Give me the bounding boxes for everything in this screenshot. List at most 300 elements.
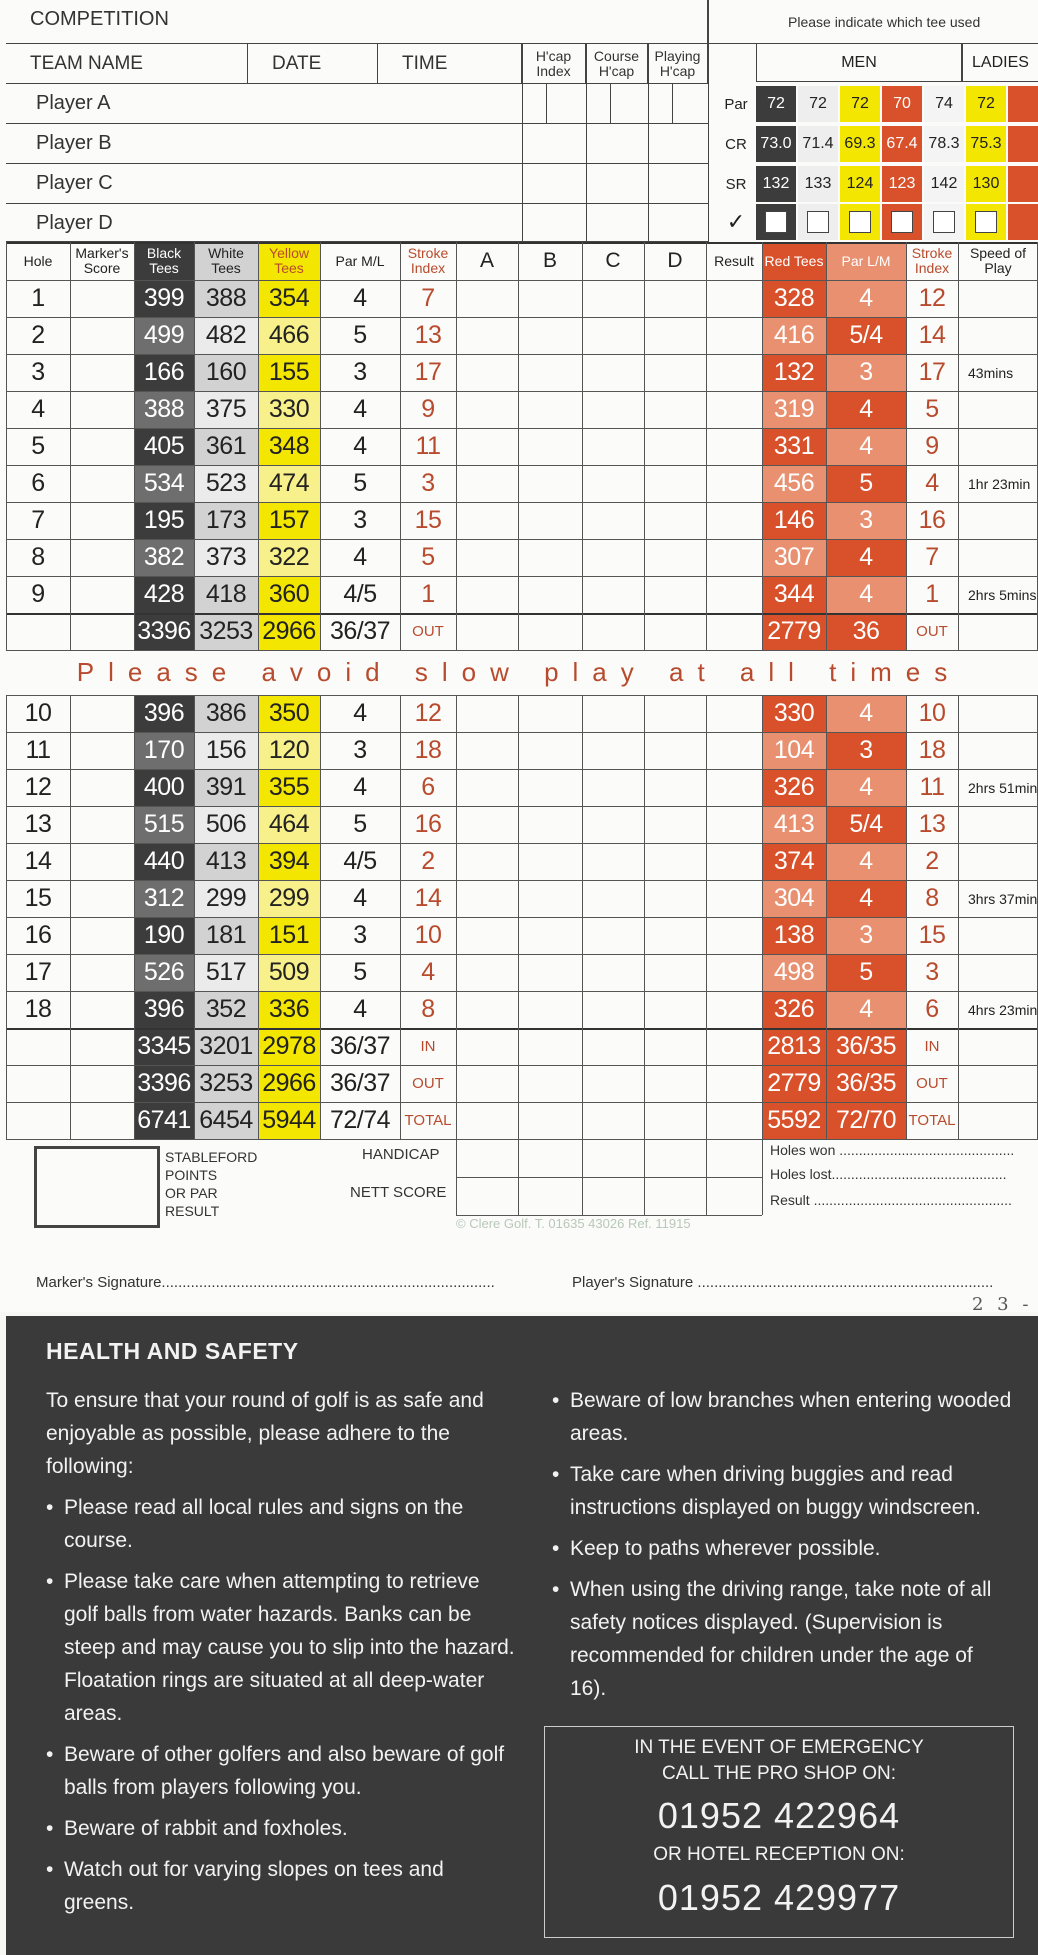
red-yardage: 138: [762, 917, 826, 954]
hole-number: 3: [31, 358, 45, 386]
yellow-total: 2966: [258, 613, 320, 650]
a-score-input[interactable]: [456, 354, 518, 391]
c-score-input[interactable]: [582, 769, 644, 806]
black-total: 3396: [134, 613, 194, 650]
ladies-stroke-index-value: 2: [925, 847, 939, 875]
a-score-input[interactable]: [456, 732, 518, 769]
a-score-input[interactable]: [456, 465, 518, 502]
black-total: 6741: [134, 1102, 194, 1139]
speed-of-play-value: [958, 428, 1038, 465]
d-score-input[interactable]: [644, 502, 706, 539]
total-label: IN: [420, 1038, 436, 1055]
tee-sr-row: [718, 164, 1038, 204]
par-value: 5: [353, 321, 367, 349]
bullet-text: Beware of rabbit and foxholes.: [64, 1817, 348, 1840]
player-signature-field[interactable]: Player's Signature .......................................................................: [572, 1274, 994, 1291]
marker-score-input[interactable]: [70, 954, 134, 991]
grid-rule: [6, 1028, 1038, 1030]
d-score-input[interactable]: [644, 991, 706, 1028]
speed-of-play-value: 1hr 23min: [968, 475, 1031, 492]
white-yardage: 523: [194, 465, 258, 502]
ladies-stroke-index-value: 9: [925, 432, 939, 460]
marker-score-input[interactable]: [70, 732, 134, 769]
marker-score-input[interactable]: [70, 280, 134, 317]
marker-score-input[interactable]: [70, 769, 134, 806]
result-field[interactable]: Result ...................................................: [770, 1192, 1012, 1208]
result-score-input[interactable]: [706, 391, 762, 428]
c-score-input[interactable]: [582, 991, 644, 1028]
list-item: [552, 1532, 1012, 1565]
ladies-par-value: 4: [826, 539, 906, 576]
holes-won-field[interactable]: Holes won .............................................: [770, 1142, 1015, 1158]
grid-rule: [6, 769, 1038, 770]
hole-number: 12: [24, 773, 52, 801]
result-score-input[interactable]: [706, 465, 762, 502]
grid-rule: [6, 539, 1038, 540]
d-score-input[interactable]: [644, 806, 706, 843]
marker-score-input[interactable]: [70, 917, 134, 954]
b-score-input[interactable]: [518, 991, 582, 1028]
par-total: 36/37: [329, 1069, 391, 1097]
marker-score-input[interactable]: [70, 843, 134, 880]
result-score-input[interactable]: [706, 806, 762, 843]
a-score-input[interactable]: [456, 695, 518, 732]
grid-rule: [906, 242, 907, 650]
b-score-input[interactable]: [518, 880, 582, 917]
grid-rule: [6, 242, 7, 650]
d-score-input[interactable]: [644, 354, 706, 391]
stroke-index-value: 7: [421, 284, 435, 312]
b-score-input[interactable]: [518, 280, 582, 317]
white-yardage: 181: [194, 917, 258, 954]
a-score-input[interactable]: [456, 991, 518, 1028]
tee-select-ladies-white[interactable]: [924, 204, 964, 240]
bullet-icon: •: [552, 1537, 560, 1560]
result-score-input[interactable]: [706, 576, 762, 613]
d-score-input[interactable]: [644, 917, 706, 954]
red-yardage: 326: [762, 991, 826, 1028]
ladies-stroke-index-value: 12: [918, 284, 946, 312]
ladies-par-value: 4: [826, 769, 906, 806]
result-score-input[interactable]: [706, 954, 762, 991]
d-score-input[interactable]: [644, 695, 706, 732]
bullet-text: When using the driving range, take note of all safety notices displayed. (Supervision is recommended for children under the age of 16).: [570, 1578, 992, 1700]
hole-number: 14: [24, 847, 52, 875]
speed-of-play-column-header: Speed of Play: [969, 245, 1027, 276]
d-score-input[interactable]: [644, 465, 706, 502]
grid-rule: [6, 391, 1038, 392]
speed-of-play-value: [958, 391, 1038, 428]
pro-shop-phone[interactable]: 01952 422964: [657, 1795, 901, 1836]
d-score-input[interactable]: [644, 732, 706, 769]
red-yardage: 331: [762, 428, 826, 465]
marker-score-input[interactable]: [70, 806, 134, 843]
grid-rule: [6, 576, 1038, 577]
b-score-input[interactable]: [518, 769, 582, 806]
white-yardage: 375: [194, 391, 258, 428]
tee-sr-ladies-red: [1008, 166, 1038, 202]
course-hcap-label: Course H'cap: [586, 44, 648, 83]
grid-rule: [6, 880, 1038, 881]
hole-number: 8: [31, 543, 45, 571]
grid-rule: [518, 1139, 519, 1215]
b-score-input[interactable]: [518, 843, 582, 880]
tee-par-label: Par: [724, 95, 748, 113]
hole-number: 17: [24, 958, 52, 986]
ladies-stroke-index-value: 13: [918, 810, 946, 838]
player-row-d[interactable]: [6, 204, 708, 242]
marker-score-input[interactable]: [70, 465, 134, 502]
bullet-icon: •: [46, 1743, 54, 1766]
black-yardage: 396: [134, 991, 194, 1028]
grid-rule: [456, 1177, 762, 1178]
grid-rule: [6, 843, 1038, 844]
stroke-index-value: 2: [421, 847, 435, 875]
c-score-input[interactable]: [582, 502, 644, 539]
c-score-input[interactable]: [582, 539, 644, 576]
player-row-a[interactable]: [6, 84, 708, 124]
holes-lost-field[interactable]: Holes lost.............................................: [770, 1166, 1007, 1182]
black-yardage: 428: [134, 576, 194, 613]
marker-signature-field[interactable]: Marker's Signature................................................................................: [36, 1274, 495, 1291]
bullet-icon: •: [46, 1817, 54, 1840]
c-score-input[interactable]: [582, 280, 644, 317]
white-yardage: 352: [194, 991, 258, 1028]
red-total: 2779: [762, 1065, 826, 1102]
grid-rule: [762, 695, 763, 1139]
player-a-label: Player A: [36, 92, 111, 114]
ladies-par-total: 36/35: [826, 1065, 906, 1102]
yellow-yardage: 322: [258, 539, 320, 576]
yellow-yardage: 360: [258, 576, 320, 613]
b-score-input[interactable]: [518, 428, 582, 465]
bullet-icon: •: [552, 1389, 560, 1412]
black-yardage: 534: [134, 465, 194, 502]
tee-select-ladies-yellow[interactable]: [966, 204, 1006, 240]
c-score-input[interactable]: [582, 954, 644, 991]
grid-rule: [582, 695, 583, 1139]
yellow-yardage: 155: [258, 354, 320, 391]
black-yardage: 388: [134, 391, 194, 428]
team-name-label: TEAM NAME: [6, 44, 248, 83]
a-score-input[interactable]: [456, 502, 518, 539]
par-total: 36/37: [329, 617, 391, 645]
par-column-header: Par M/L: [335, 252, 385, 269]
result-score-input[interactable]: [706, 732, 762, 769]
marker-score-input[interactable]: [70, 317, 134, 354]
tee-select-ladies-red[interactable]: [1008, 204, 1038, 240]
a-score-input[interactable]: [456, 317, 518, 354]
c-score-input[interactable]: [582, 576, 644, 613]
result-score-input[interactable]: [706, 539, 762, 576]
par-value: 5: [353, 810, 367, 838]
yellow-total: 2978: [258, 1028, 320, 1065]
health-safety-title: HEALTH AND SAFETY: [46, 1338, 299, 1364]
c-score-input[interactable]: [582, 880, 644, 917]
c-score-input[interactable]: [582, 354, 644, 391]
b-score-input[interactable]: [518, 465, 582, 502]
speed-of-play-value: [958, 732, 1038, 769]
result-score-input[interactable]: [706, 354, 762, 391]
team-row: [6, 44, 708, 84]
time-label: TIME: [378, 44, 522, 83]
d-score-input[interactable]: [644, 280, 706, 317]
a-score-input[interactable]: [456, 769, 518, 806]
yellow-yardage: 350: [258, 695, 320, 732]
ladies-par-total: 36/35: [826, 1028, 906, 1065]
d-score-input[interactable]: [644, 576, 706, 613]
marker-score-input[interactable]: [70, 991, 134, 1028]
player-row-c[interactable]: [6, 164, 708, 204]
b-score-input[interactable]: [518, 695, 582, 732]
list-item: [46, 1853, 516, 1919]
grid-rule: [134, 242, 135, 650]
marker-score-input[interactable]: [70, 576, 134, 613]
hole-number: 13: [24, 810, 52, 838]
tee-select-white[interactable]: [798, 204, 838, 240]
d-score-input[interactable]: [644, 428, 706, 465]
a-score-input[interactable]: [456, 539, 518, 576]
ladies-par-value: 5: [826, 465, 906, 502]
result-score-input[interactable]: [706, 317, 762, 354]
white-yardage: 482: [194, 317, 258, 354]
grid-rule: [6, 806, 1038, 807]
c-score-input[interactable]: [582, 806, 644, 843]
white-tees-column-header: White Tees: [194, 242, 258, 280]
stroke-index-value: 6: [421, 773, 435, 801]
bullet-icon: •: [46, 1496, 54, 1519]
black-yardage: 405: [134, 428, 194, 465]
grid-rule: [644, 695, 645, 1139]
result-score-input[interactable]: [706, 502, 762, 539]
result-score-input[interactable]: [706, 880, 762, 917]
tee-select-yellow[interactable]: [840, 204, 880, 240]
grid-rule: [320, 695, 321, 1139]
par-value: 4: [353, 432, 367, 460]
total-label: OUT: [412, 1075, 444, 1092]
d-score-input[interactable]: [644, 880, 706, 917]
par-total: 36/37: [329, 1032, 391, 1060]
a-score-input[interactable]: [456, 576, 518, 613]
red-yardage: 307: [762, 539, 826, 576]
yellow-yardage: 394: [258, 843, 320, 880]
a-score-input[interactable]: [456, 391, 518, 428]
marker-score-input[interactable]: [70, 354, 134, 391]
tee-cr-label: CR: [725, 135, 747, 153]
d-score-input[interactable]: [644, 769, 706, 806]
ladies-stroke-index-value: 5: [925, 395, 939, 423]
black-yardage: 400: [134, 769, 194, 806]
bullet-icon: •: [552, 1463, 560, 1486]
grid-rule: [456, 242, 457, 650]
grid-rule: [6, 954, 1038, 955]
b-score-input[interactable]: [518, 354, 582, 391]
b-score-input[interactable]: [518, 391, 582, 428]
stableford-box[interactable]: [34, 1146, 160, 1228]
yellow-yardage: 509: [258, 954, 320, 991]
bullet-text: Keep to paths wherever possible.: [570, 1537, 881, 1560]
a-score-input[interactable]: [456, 428, 518, 465]
c-score-input[interactable]: [582, 843, 644, 880]
list-item: [552, 1458, 1012, 1524]
a-score-input[interactable]: [456, 917, 518, 954]
yellow-yardage: 151: [258, 917, 320, 954]
speed-of-play-value: 4hrs 23min: [968, 1001, 1038, 1018]
ladies-par-value: 4: [826, 695, 906, 732]
ladies-par-value: 4: [826, 880, 906, 917]
par-value: 3: [353, 506, 367, 534]
grid-rule: [6, 242, 1038, 244]
marker-score-input[interactable]: [70, 539, 134, 576]
grid-rule: [706, 695, 707, 1139]
ladies-par-value: 5: [826, 954, 906, 991]
a-score-input[interactable]: [456, 843, 518, 880]
ladies-par-value: 4: [826, 843, 906, 880]
yellow-yardage: 354: [258, 280, 320, 317]
b-score-input[interactable]: [518, 954, 582, 991]
b-score-input[interactable]: [518, 806, 582, 843]
result-score-input[interactable]: [706, 280, 762, 317]
grid-rule: [70, 695, 71, 1139]
result-score-input[interactable]: [706, 695, 762, 732]
c-score-input[interactable]: [582, 428, 644, 465]
hole-number: 5: [31, 432, 45, 460]
grid-rule: [706, 242, 707, 650]
stableford-line-2: POINTS: [165, 1167, 218, 1183]
red-total: 5592: [762, 1102, 826, 1139]
black-tees-column-header: Black Tees: [134, 242, 194, 280]
hole-number: 7: [31, 506, 45, 534]
c-score-input[interactable]: [582, 465, 644, 502]
list-item: [46, 1812, 516, 1845]
marker-score-input[interactable]: [70, 391, 134, 428]
ladies-stroke-index-value: 1: [925, 580, 939, 608]
grid-rule: [582, 242, 583, 650]
result-score-input[interactable]: [706, 917, 762, 954]
par-value: 4/5: [343, 847, 377, 875]
marker-score-input[interactable]: [70, 502, 134, 539]
a-score-input[interactable]: [456, 880, 518, 917]
grid-rule: [6, 1065, 1038, 1066]
competition-field[interactable]: [6, 0, 708, 44]
b-score-input[interactable]: [518, 917, 582, 954]
b-score-input[interactable]: [518, 732, 582, 769]
grid-rule: [456, 695, 457, 1139]
d-score-input[interactable]: [644, 954, 706, 991]
tee-sr-white: 133: [798, 166, 838, 202]
c-score-input[interactable]: [582, 317, 644, 354]
list-item: [46, 1565, 516, 1730]
hole-number: 1: [31, 284, 45, 312]
b-score-input[interactable]: [518, 539, 582, 576]
player-row-b[interactable]: [6, 124, 708, 164]
black-yardage: 440: [134, 843, 194, 880]
result-score-input[interactable]: [706, 769, 762, 806]
tee-par-row: [718, 84, 1038, 124]
stroke-index-value: 11: [415, 432, 441, 460]
health-intro: To ensure that your round of golf is as safe and enjoyable as possible, please adhere to the following:: [46, 1389, 484, 1478]
ladies-stroke-index-value: 7: [925, 543, 939, 571]
tee-select-black[interactable]: [756, 204, 796, 240]
b-score-input[interactable]: [518, 317, 582, 354]
list-item: [552, 1384, 1012, 1450]
grid-rule: [6, 613, 1038, 615]
b-score-input[interactable]: [518, 576, 582, 613]
bullet-icon: •: [46, 1858, 54, 1881]
result-score-input[interactable]: [706, 428, 762, 465]
hotel-reception-label: OR HOTEL RECEPTION ON:: [653, 1844, 905, 1865]
d-score-input[interactable]: [644, 317, 706, 354]
black-yardage: 195: [134, 502, 194, 539]
a-score-input[interactable]: [456, 280, 518, 317]
grid-rule: [958, 242, 959, 650]
grid-rule: [706, 1139, 707, 1215]
ladies-total-label: OUT: [916, 623, 948, 640]
d-score-input[interactable]: [644, 391, 706, 428]
par-value: 3: [353, 921, 367, 949]
red-total: 2779: [762, 613, 826, 650]
grid-rule: [6, 280, 1038, 281]
emergency-box: [544, 1726, 1014, 1938]
hole-number: 2: [31, 321, 45, 349]
white-yardage: 173: [194, 502, 258, 539]
ladies-par-total: 36: [826, 613, 906, 650]
c-score-input[interactable]: [582, 695, 644, 732]
black-yardage: 399: [134, 280, 194, 317]
bullet-icon: •: [46, 1570, 54, 1593]
red-yardage: 328: [762, 280, 826, 317]
tee-select-red[interactable]: [882, 204, 922, 240]
red-yardage: 326: [762, 769, 826, 806]
tee-par-ladies-yellow: 72: [966, 86, 1006, 122]
speed-of-play-value: [958, 539, 1038, 576]
ladies-par-value: 3: [826, 354, 906, 391]
ladies-par-total: 72/70: [826, 1102, 906, 1139]
a-score-input[interactable]: [456, 954, 518, 991]
result-score-input[interactable]: [706, 991, 762, 1028]
yellow-yardage: 464: [258, 806, 320, 843]
marker-score-input[interactable]: [70, 428, 134, 465]
grid-rule: [518, 242, 519, 650]
black-yardage: 396: [134, 695, 194, 732]
c-score-input[interactable]: [582, 917, 644, 954]
c-score-input[interactable]: [582, 732, 644, 769]
ladies-stroke-index-value: 14: [918, 321, 946, 349]
speed-of-play-value: [958, 843, 1038, 880]
d-score-input[interactable]: [644, 539, 706, 576]
par-value: 4: [353, 284, 367, 312]
marker-score-input[interactable]: [70, 880, 134, 917]
red-yardage: 498: [762, 954, 826, 991]
bullet-text: Beware of low branches when entering wooded areas.: [570, 1389, 1012, 1445]
b-score-input[interactable]: [518, 502, 582, 539]
hotel-phone[interactable]: 01952 429977: [657, 1877, 901, 1918]
stroke-index-value: 15: [414, 506, 442, 534]
a-score-input[interactable]: [456, 806, 518, 843]
marker-score-input[interactable]: [70, 695, 134, 732]
total-label: TOTAL: [404, 1112, 452, 1129]
par-value: 5: [353, 469, 367, 497]
speed-of-play-value: [958, 917, 1038, 954]
c-score-input[interactable]: [582, 391, 644, 428]
d-score-input[interactable]: [644, 843, 706, 880]
result-score-input[interactable]: [706, 843, 762, 880]
tee-par-red: 70: [882, 86, 922, 122]
par-total: 72/74: [329, 1106, 391, 1134]
speed-of-play-value: [958, 502, 1038, 539]
grid-rule: [70, 242, 71, 650]
par-value: 3: [353, 358, 367, 386]
